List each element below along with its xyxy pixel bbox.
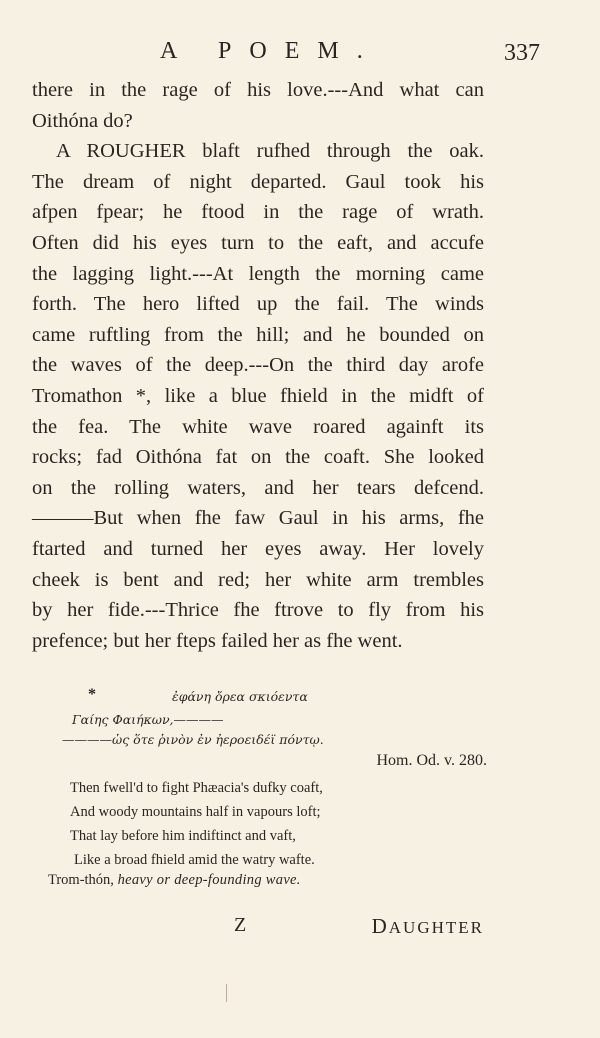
text-line: forth. The hero lifted up the fail. The winds <box>32 293 484 316</box>
text-line: afpen fpear; he ftood in the rage of wrath. <box>32 201 484 224</box>
pronunciation-word: Trom-thón, <box>48 872 114 888</box>
verse-line: And woody mountains half in vapours loft; <box>70 804 321 820</box>
signature-mark: Z <box>234 914 247 936</box>
text-line: Tromathon *, like a blue fhield in the midft of <box>32 384 484 407</box>
citation: Hom. Od. v. 280. <box>376 752 487 769</box>
text-line: ———But when fhe faw Gaul in his arms, fhe <box>32 507 484 530</box>
text-line: there in the rage of his love.---And what can <box>32 79 484 101</box>
text-line: rocks; fad Oithóna fat on the coaft. She looked <box>32 446 484 469</box>
text-line: The dream of night departed. Gaul took his <box>32 170 484 193</box>
greek-quote-line: ἐφάνη ὄρεα σκιόεντα <box>172 689 308 704</box>
text-line: Often did his eyes turn to the eaft, and accufe <box>32 231 484 254</box>
text-line: on the rolling waters, and her tears defcend. <box>32 476 484 499</box>
verse-line: Then fwell'd to fight Phæacia's dufky coaft, <box>70 780 323 796</box>
page-header <box>160 36 540 70</box>
text-line: the lagging light.---At length the morning came <box>32 262 484 285</box>
pronunciation-gloss: heavy or deep-founding wave. <box>117 872 301 888</box>
text-line: the waves of the deep.---On the third day arofe <box>32 354 484 377</box>
catchword: DAUGHTER <box>371 914 484 938</box>
greek-quote-line: ————ὡς ὅτε ῥινὸν ἐν ἠεροειδέϊ πόντῳ. <box>62 732 324 747</box>
running-head: A POEM. <box>160 38 381 64</box>
text-line: prefence; but her fteps failed her as fhe went. <box>32 629 403 652</box>
greek-quote-line: Γαίης Φαιήκων,———— <box>72 712 224 727</box>
main-text <box>32 75 484 656</box>
verse-line: That lay before him indiftinct and vaft, <box>70 828 296 844</box>
text-line: cheek is bent and red; her white arm trembles <box>32 568 484 591</box>
text-line: the fea. The white wave roared againft its <box>32 415 484 438</box>
verse-line: Like a broad fhield amid the watry wafte. <box>74 852 315 868</box>
verse-translation <box>70 776 323 872</box>
text-line: came ruftling from the hill; and he bounded on <box>32 323 484 346</box>
text-line: Oithóna do? <box>32 109 133 132</box>
pronunciation-note <box>48 872 301 889</box>
text-line: A ROUGHER blaft rufhed through the oak. <box>56 140 484 163</box>
text-line: ftarted and turned her eyes away. Her lovely <box>32 537 484 560</box>
paper-mark <box>226 984 227 1002</box>
text-line: by her fide.---Thrice fhe ftrove to fly from his <box>32 599 484 622</box>
page-number: 337 <box>504 40 540 66</box>
footnote-marker: * <box>88 686 96 703</box>
